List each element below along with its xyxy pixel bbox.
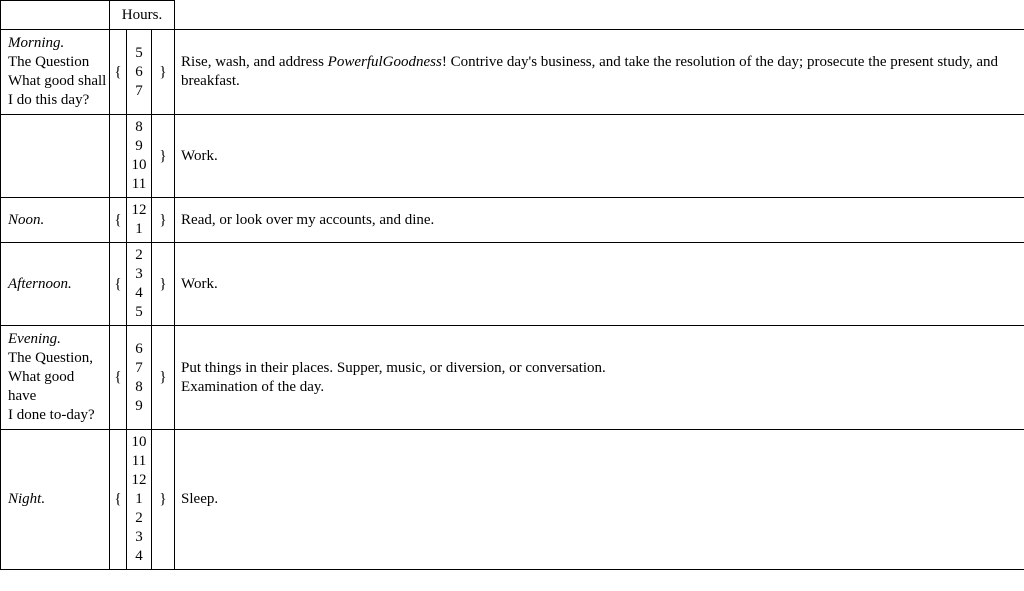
close-brace: }	[152, 430, 175, 570]
activity-line	[181, 378, 1016, 397]
activity-cell	[175, 326, 1024, 430]
hours-cell	[127, 115, 152, 198]
header-row	[1, 1, 1024, 30]
open-brace	[110, 115, 127, 198]
open-brace: {	[110, 243, 127, 326]
period-line	[8, 349, 107, 368]
activity-cell	[175, 198, 1024, 243]
schedule-row-1	[1, 115, 1024, 198]
period-line	[8, 368, 107, 387]
hour-value: 2	[135, 247, 143, 263]
plain-text: Rise, wash, and address	[181, 54, 328, 70]
hour-value: 9	[135, 397, 143, 414]
period-line	[8, 490, 107, 509]
activity-line	[181, 211, 1016, 230]
hour-value: 8	[135, 119, 143, 135]
period-line	[8, 275, 107, 294]
hour-value: 12	[131, 202, 147, 218]
activity-line	[181, 359, 1016, 378]
plain-text: What good	[8, 369, 75, 385]
activity-cell	[175, 30, 1024, 115]
plain-text: Read, or look over my accounts, and dine.	[181, 211, 435, 228]
hour-value: 3	[135, 266, 143, 282]
activity-line	[181, 490, 1016, 509]
activity-line	[181, 275, 1016, 294]
italic-text: Night.	[8, 491, 46, 507]
close-brace: }	[152, 115, 175, 198]
period-line	[8, 72, 107, 91]
hour-value: 1	[135, 491, 143, 507]
hours-column-header: Hours.	[110, 1, 175, 30]
plain-text: The Question,	[8, 350, 93, 366]
open-brace: {	[110, 326, 127, 430]
plain-text: Work.	[181, 147, 218, 164]
italic-text: PowerfulGoodness	[327, 54, 442, 70]
hour-value: 5	[135, 44, 143, 61]
hour-value: 4	[135, 548, 143, 564]
activity-line	[181, 53, 1016, 91]
schedule-row-0	[1, 30, 1024, 115]
hour-value: 12	[131, 472, 147, 488]
schedule-row-2	[1, 198, 1024, 243]
hour-value: 1	[135, 221, 143, 237]
period-cell	[1, 326, 110, 430]
period-line	[8, 34, 107, 53]
italic-text: Evening.	[8, 331, 61, 347]
hour-value: 9	[135, 138, 143, 154]
schedule-body	[1, 30, 1024, 570]
period-line	[8, 91, 107, 110]
close-brace: }	[152, 30, 175, 115]
open-brace: {	[110, 30, 127, 115]
hour-value: 8	[135, 378, 143, 395]
period-line	[8, 53, 107, 72]
italic-text: Morning.	[8, 35, 65, 51]
close-brace: }	[152, 243, 175, 326]
close-brace: }	[152, 198, 175, 243]
period-cell	[1, 198, 110, 243]
activity-cell	[175, 430, 1024, 570]
period-line	[8, 330, 107, 349]
period-cell	[1, 30, 110, 115]
hours-cell	[127, 243, 152, 326]
plain-text: What good shall	[8, 73, 107, 89]
hour-value: 3	[135, 529, 143, 545]
hours-cell	[127, 198, 152, 243]
hour-value: 5	[135, 304, 143, 320]
open-brace: {	[110, 198, 127, 243]
schedule-row-4	[1, 326, 1024, 430]
activity-cell	[175, 115, 1024, 198]
italic-text: Afternoon.	[8, 275, 72, 292]
schedule-row-5	[1, 430, 1024, 570]
hour-value: 11	[131, 176, 147, 192]
close-brace: }	[152, 326, 175, 430]
hour-value: 6	[135, 340, 143, 357]
schedule-row-3	[1, 243, 1024, 326]
hour-value: 7	[135, 82, 143, 99]
italic-text: Noon.	[8, 211, 45, 228]
hours-cell	[127, 430, 152, 570]
period-cell	[1, 430, 110, 570]
period-cell	[1, 243, 110, 326]
plain-text: The Question	[8, 54, 90, 70]
activity-line	[181, 147, 1016, 166]
hour-value: 10	[131, 434, 147, 450]
header-spacer	[175, 1, 1024, 30]
plain-text: I done to-day?	[8, 407, 95, 423]
period-line	[8, 406, 107, 425]
plain-text: ! Contrive day's business, and take the resolution of the day; prosecute the present study, and breakfast.	[181, 54, 999, 89]
hour-value: 7	[135, 359, 143, 376]
plain-text: I do this day?	[8, 92, 90, 108]
hours-cell	[127, 326, 152, 430]
plain-text: Sleep.	[181, 491, 219, 507]
hour-value: 11	[131, 453, 147, 469]
open-brace: {	[110, 430, 127, 570]
hour-value: 10	[131, 157, 147, 173]
hour-value: 2	[135, 510, 143, 526]
period-cell	[1, 115, 110, 198]
activity-cell	[175, 243, 1024, 326]
plain-text: have	[8, 388, 37, 404]
hour-value: 6	[135, 63, 143, 80]
plain-text: Work.	[181, 275, 218, 292]
plain-text: Examination of the day.	[181, 378, 325, 395]
period-line	[8, 211, 107, 230]
hours-cell	[127, 30, 152, 115]
period-line	[8, 387, 107, 406]
hour-value: 4	[135, 285, 143, 301]
corner-cell	[1, 1, 110, 30]
plain-text: Put things in their places. Supper, music, or diversion, or conversation.	[181, 359, 606, 376]
